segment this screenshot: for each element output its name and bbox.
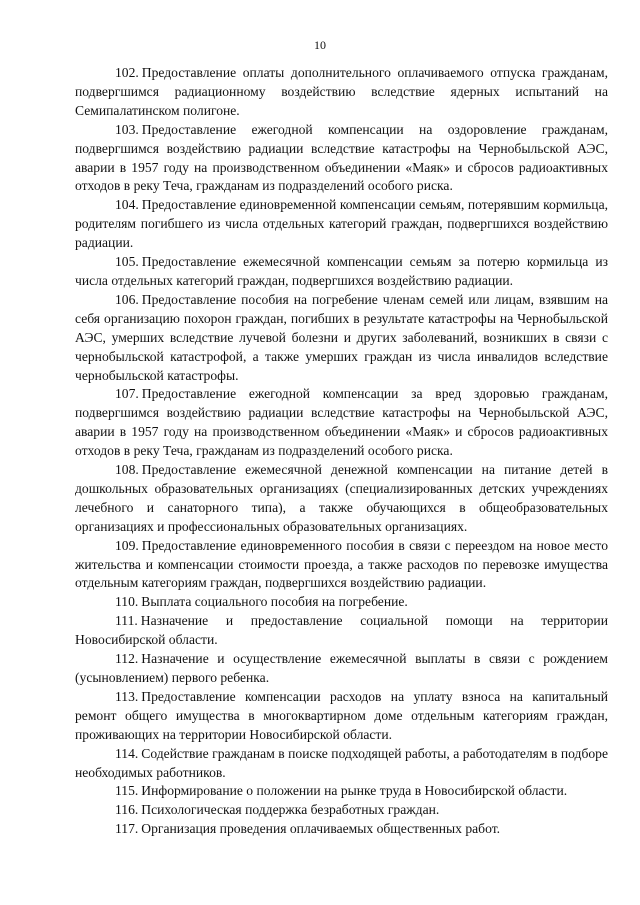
list-item [75, 253, 608, 291]
list-item [75, 385, 608, 461]
item-text: Предоставление единовременной компенсации семьям, потерявшим кормильца, родителям погибшего из числа отдельных категорий граждан, подвергшихся воздействию радиации. [75, 197, 608, 251]
item-text: Предоставление ежемесячной денежной компенсации на питание детей в дошкольных образовательных организациях (специализированных детских учреждениях лечебного и санаторного типа), а также обучающихся в общеобразовательных организациях и профессиональных образовательных организациях. [75, 462, 608, 534]
item-text: Предоставление пособия на погребение членам семей или лицам, взявшим на себя организацию похорон граждан, погибших в результате катастрофы на Чернобыльской АЭС, умерших вследствие лучевой болезни и других заболеваний, возникших в связи с чернобыльской катастрофой, а также умерших граждан из числа инвалидов вследствие чернобыльской катастрофы. [75, 291, 608, 383]
page-number: 10 [314, 38, 326, 52]
list-item [75, 688, 608, 745]
list-item [75, 612, 608, 650]
list-item [75, 745, 608, 783]
list-item [75, 650, 608, 688]
list-item [75, 820, 608, 839]
list-item [75, 782, 608, 801]
list-item [75, 801, 608, 820]
item-text: Содействие гражданам в поиске подходящей работы, а работодателям в подборе необходимых работников. [75, 745, 608, 780]
list-item [75, 121, 608, 197]
item-number: 114. [115, 745, 139, 761]
item-number: 106. [115, 291, 139, 307]
item-number: 113. [115, 688, 139, 704]
item-text: Предоставление оплаты дополнительного оплачиваемого отпуска гражданам, подвергшимся радиационному воздействию вследствие ядерных испытаний на Семипалатинском полигоне. [75, 65, 608, 118]
item-number: 109. [115, 537, 139, 553]
item-number: 115. [115, 783, 139, 799]
item-text: Предоставление ежемесячной компенсации семьям за потерю кормильца из числа отдельных категорий граждан, подвергшихся воздействию радиации. [75, 254, 608, 288]
item-number: 117. [115, 821, 139, 837]
item-number: 111. [115, 613, 138, 629]
item-text: Информирование о положении на рынке труда в Новосибирской области. [141, 783, 568, 799]
item-text: Психологическая поддержка безработных граждан. [141, 802, 440, 818]
service-list [75, 64, 608, 839]
item-number: 107. [115, 386, 139, 402]
list-item [75, 537, 608, 594]
list-item [75, 461, 608, 537]
item-number: 116. [115, 802, 139, 818]
list-item [75, 291, 608, 386]
list-item [75, 196, 608, 253]
item-text: Предоставление компенсации расходов на уплату взноса на капитальный ремонт общего имущества в многоквартирном доме отдельным категориям граждан, проживающих на территории Новосибирской области. [75, 688, 608, 742]
item-text: Назначение и осуществление ежемесячной выплаты в связи с рождением (усыновлением) первого ребенка. [75, 651, 608, 685]
item-number: 102. [115, 65, 139, 80]
list-item [75, 64, 608, 121]
item-number: 112. [115, 651, 139, 667]
item-text: Выплата социального пособия на погребение. [141, 594, 408, 610]
item-number: 108. [115, 462, 139, 478]
item-text: Предоставление ежегодной компенсации за вред здоровью гражданам, подвергшимся воздействию радиации вследствие катастрофы на Чернобыльской АЭС, аварии в 1957 году на производственном объединении «Маяк» и сбросов радиоактивных отходов в реку Теча, гражданам из подразделений особого риска. [75, 386, 608, 459]
item-number: 105. [115, 254, 139, 270]
item-text: Предоставление единовременного пособия в связи с переездом на новое место жительства и компенсации стоимости проезда, а также расходов по перевозке имущества отдельным категориям граждан, подвергшихся воздействию радиации. [75, 537, 608, 591]
item-number: 104. [115, 197, 139, 213]
list-item [75, 593, 608, 612]
item-number: 103. [115, 121, 139, 137]
item-text: Организация проведения оплачиваемых общественных работ. [141, 821, 501, 837]
item-text: Предоставление ежегодной компенсации на оздоровление гражданам, подвергшимся воздействию радиации вследствие катастрофы на Чернобыльской АЭС, аварии в 1957 году на производственном объединении «Маяк» и сбросов радиоактивных отходов в реку Теча, гражданам из подразделений особого риска. [75, 121, 608, 194]
item-number: 110. [115, 594, 139, 610]
item-text: Назначение и предоставление социальной помощи на территории Новосибирской области. [75, 613, 608, 648]
